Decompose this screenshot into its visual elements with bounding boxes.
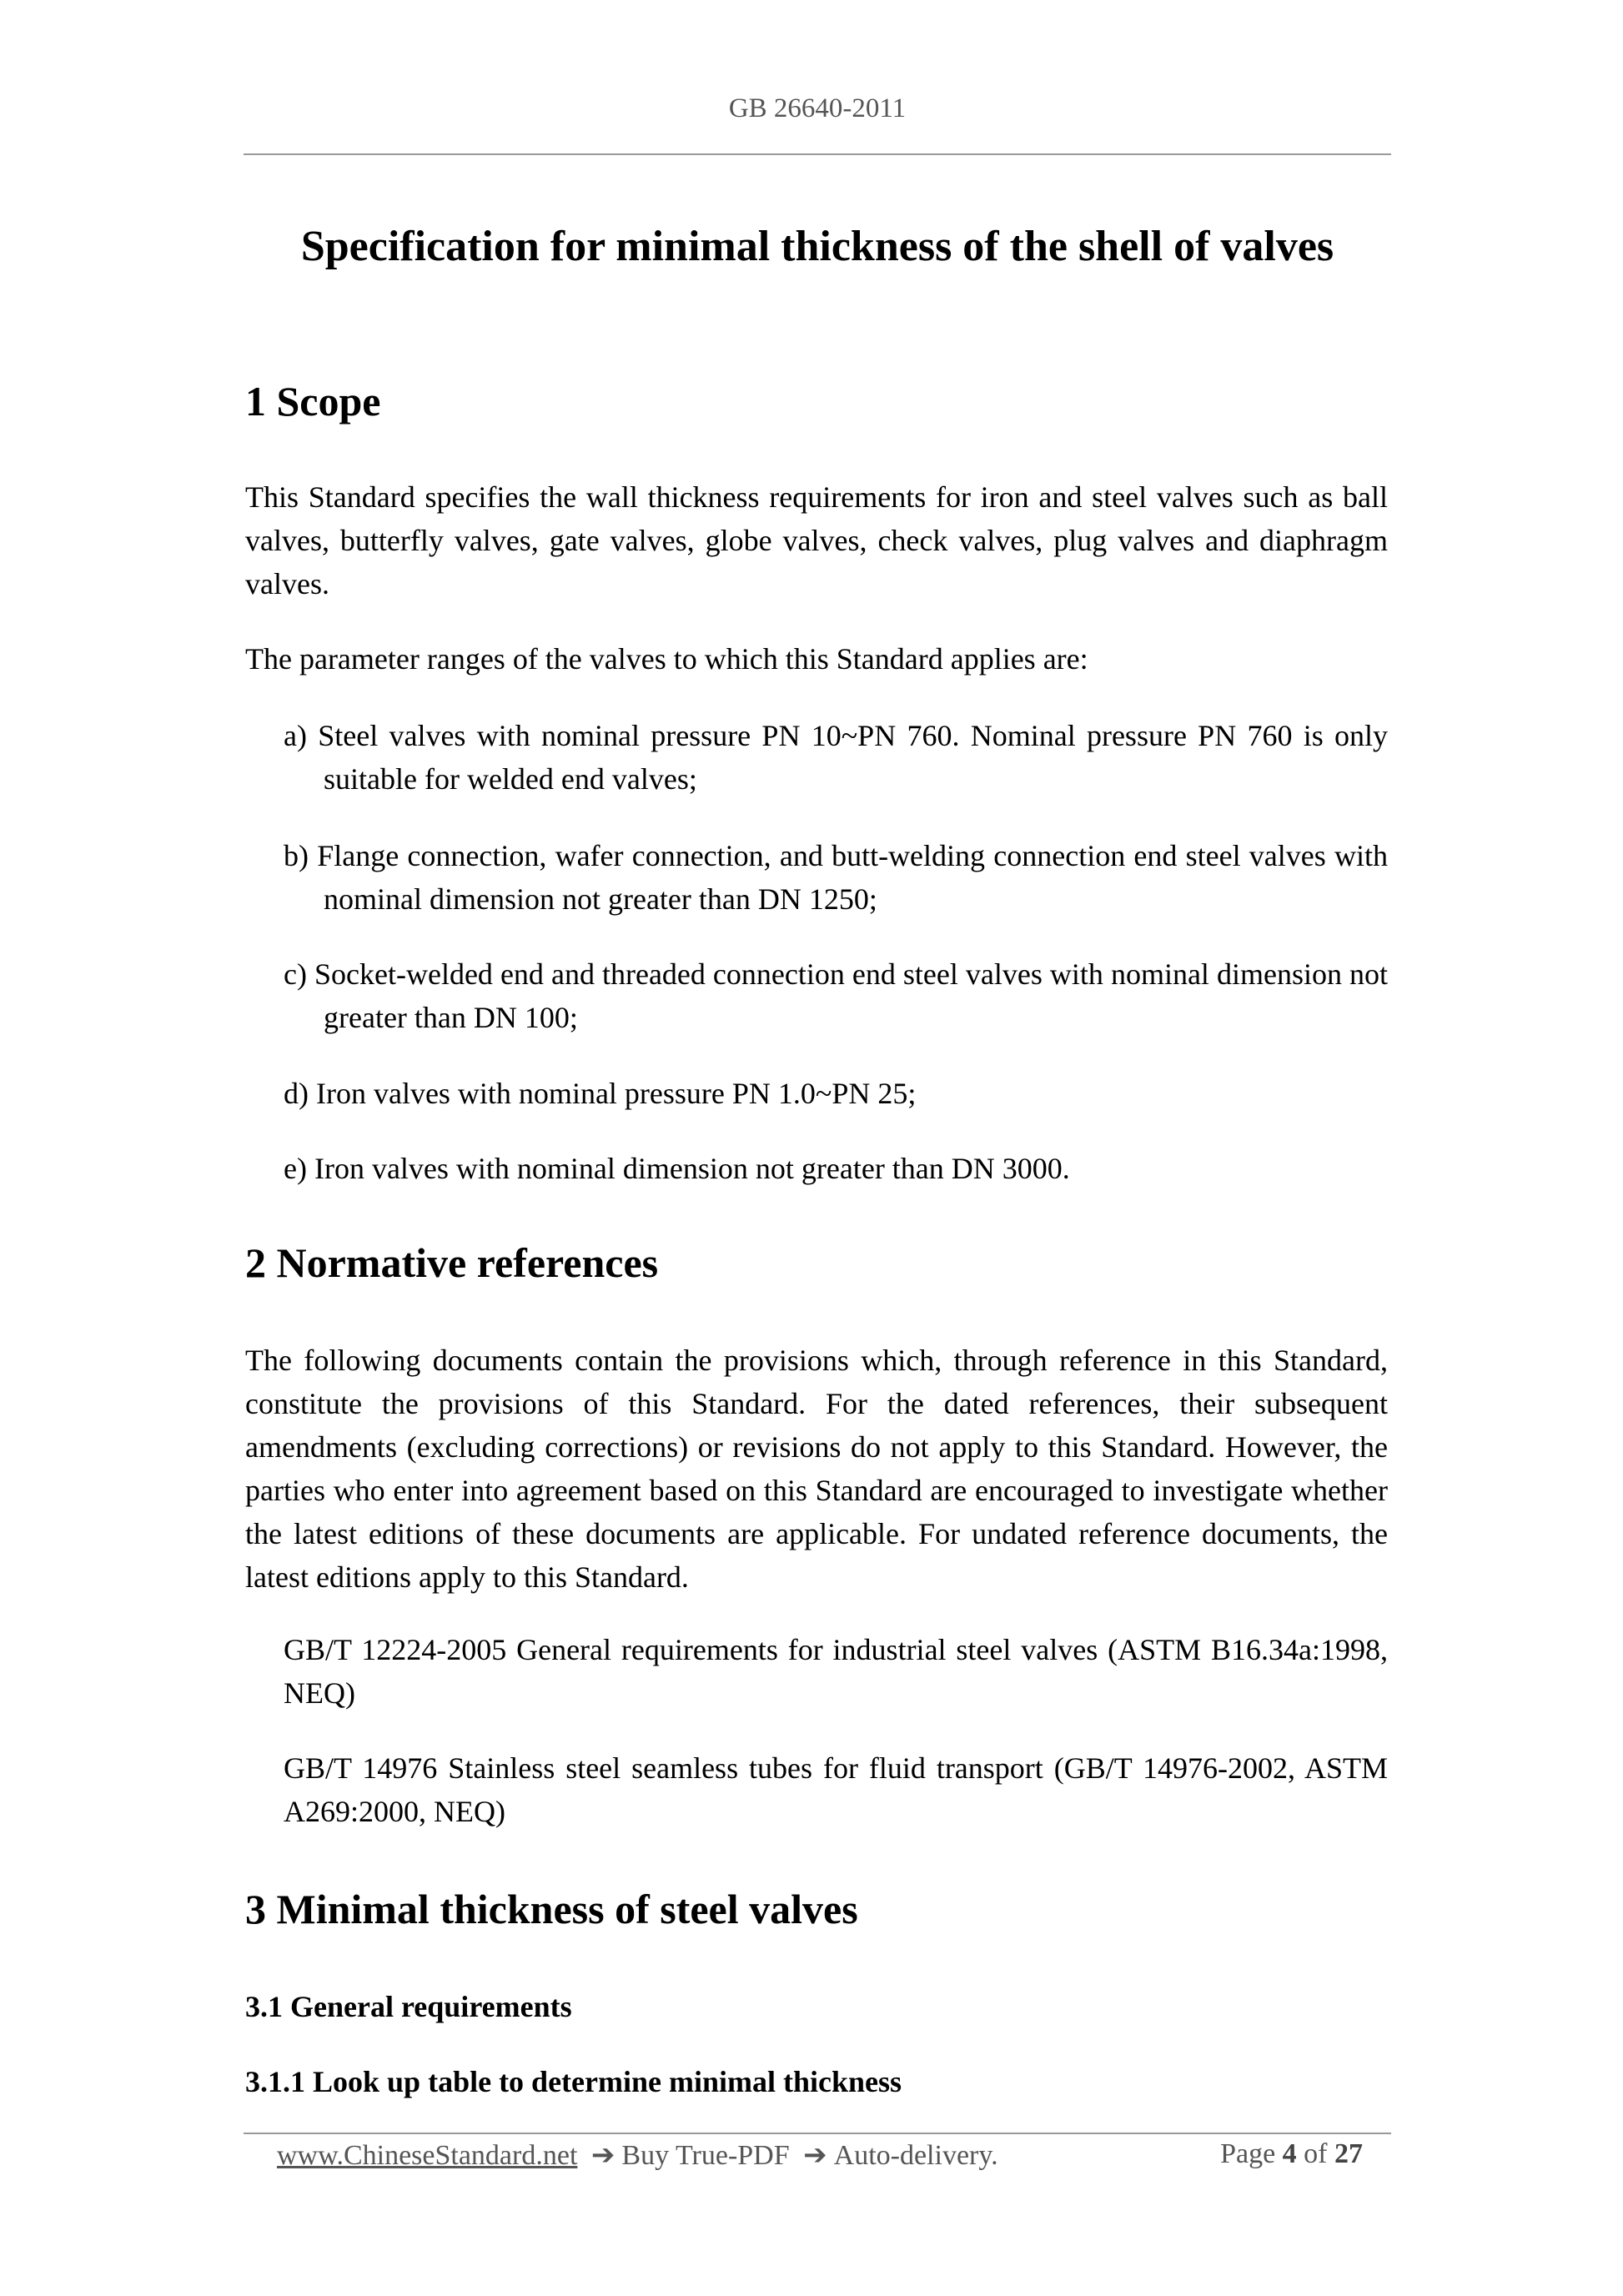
document-id-header: GB 26640-2011 (728, 93, 907, 123)
reference-item-2: GB/T 14976 Stainless steel seamless tubes for fluid transport (GB/T 14976-2002, ASTM A269:2000, NEQ) (284, 1751, 1388, 1828)
page-number (1220, 2138, 1363, 2170)
current-page: 4 (1282, 2138, 1297, 2169)
list-item-d: d) Iron valves with nominal pressure PN 1.0~PN 25; (284, 1077, 917, 1110)
site-link[interactable]: www.ChineseStandard.net (277, 2140, 578, 2171)
of-label: of (1304, 2138, 1328, 2169)
list-item-c: c) Socket-welded end and threaded connection end steel valves with nominal dimension not greater than DN 100; (284, 957, 1388, 1034)
page-label: Page (1220, 2138, 1276, 2169)
list-item-e: e) Iron valves with nominal dimension not greater than DN 3000. (284, 1152, 1070, 1185)
subsection-3-1-1-heading: 3.1.1 Look up table to determine minimal thickness (245, 2065, 902, 2098)
arrow-right-icon: ➔ (803, 2140, 827, 2171)
reference-item-1: GB/T 12224-2005 General requirements for industrial steel valves (ASTM B16.34a:1998, NEQ) (284, 1633, 1388, 1710)
section-3-heading: 3 Minimal thickness of steel valves (245, 1886, 858, 1932)
buy-true-pdf-text: Buy True-PDF (621, 2140, 790, 2171)
page-title: Specification for minimal thickness of the shell of valves (300, 223, 1334, 270)
list-item-a: a) Steel valves with nominal pressure PN 10~PN 760. Nominal pressure PN 760 is only suitable for welded end valves; (284, 719, 1388, 796)
subsection-3-1-heading: 3.1 General requirements (245, 1990, 572, 2023)
header-divider (244, 153, 1391, 155)
footer-divider (244, 2133, 1391, 2134)
scope-parameter-intro: The parameter ranges of the valves to which this Standard applies are: (245, 642, 1088, 676)
footer-promo (277, 2138, 998, 2172)
total-pages: 27 (1334, 2138, 1363, 2169)
scope-paragraph: This Standard specifies the wall thickness requirements for iron and steel valves such as ball valves, butterfly valves, gate valves, globe valves, check valves, plug valves and diaphragm valves. (245, 480, 1388, 600)
normative-references-paragraph: The following documents contain the provisions which, through reference in this Standard, constitute the provisions of this Standard. For the dated references, their subsequent amendments (excluding corrections) or revisions do not apply to this Standard. However, the parties who enter into agreement based on this Standard are encouraged to investigate whether the latest editions of these documents are applicable. For undated reference documents, the latest editions apply to this Standard. (245, 1344, 1388, 1594)
section-2-heading: 2 Normative references (245, 1239, 659, 1286)
auto-delivery-text: Auto-delivery. (833, 2140, 998, 2171)
list-item-b: b) Flange connection, wafer connection, and butt-welding connection end steel valves with nominal dimension not greater than DN 1250; (284, 839, 1388, 916)
section-1-heading: 1 Scope (245, 378, 381, 425)
arrow-right-icon: ➔ (590, 2140, 616, 2171)
